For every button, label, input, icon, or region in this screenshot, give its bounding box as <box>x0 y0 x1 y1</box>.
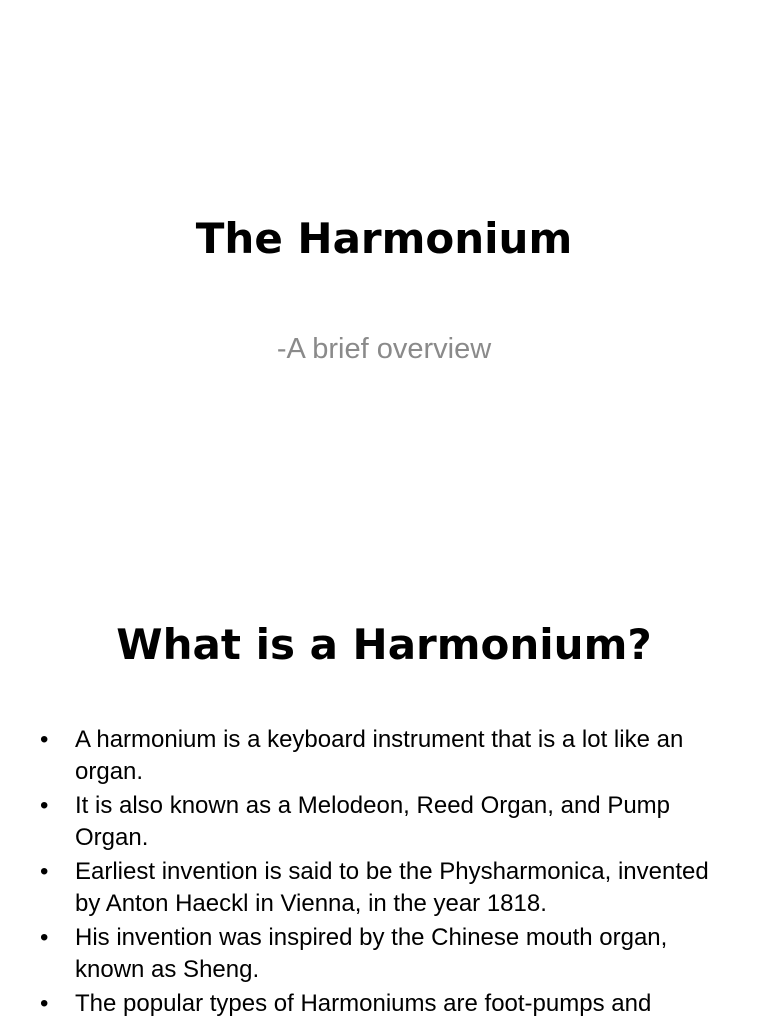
bullet-text: It is also known as a Melodeon, Reed Organ, and Pump Organ. <box>75 792 671 851</box>
bullet-icon: • <box>40 726 49 753</box>
bullet-text: His invention was inspired by the Chinese mouth organ, known as Sheng. <box>75 924 668 983</box>
bullet-text: The popular types of Harmoniums are foot-pumps and <box>75 990 652 1017</box>
list-item <box>40 988 730 1020</box>
section-title: What is a Harmonium? <box>116 620 652 669</box>
list-item <box>40 856 730 920</box>
list-item <box>40 790 730 854</box>
bullet-icon: • <box>40 792 49 819</box>
bullet-icon: • <box>40 924 49 951</box>
bullet-icon: • <box>40 990 49 1017</box>
list-item <box>40 922 730 986</box>
slide-subtitle: -A brief overview <box>276 333 492 365</box>
slide-title: The Harmonium <box>195 214 573 263</box>
list-item <box>40 724 730 788</box>
bullet-text: A harmonium is a keyboard instrument that is a lot like an organ. <box>75 726 684 785</box>
bullet-text: Earliest invention is said to be the Physharmonica, invented by Anton Haeckl in Vienna, in the year 1818. <box>75 858 709 917</box>
bullet-icon: • <box>40 858 49 885</box>
bullet-list <box>40 724 730 1022</box>
